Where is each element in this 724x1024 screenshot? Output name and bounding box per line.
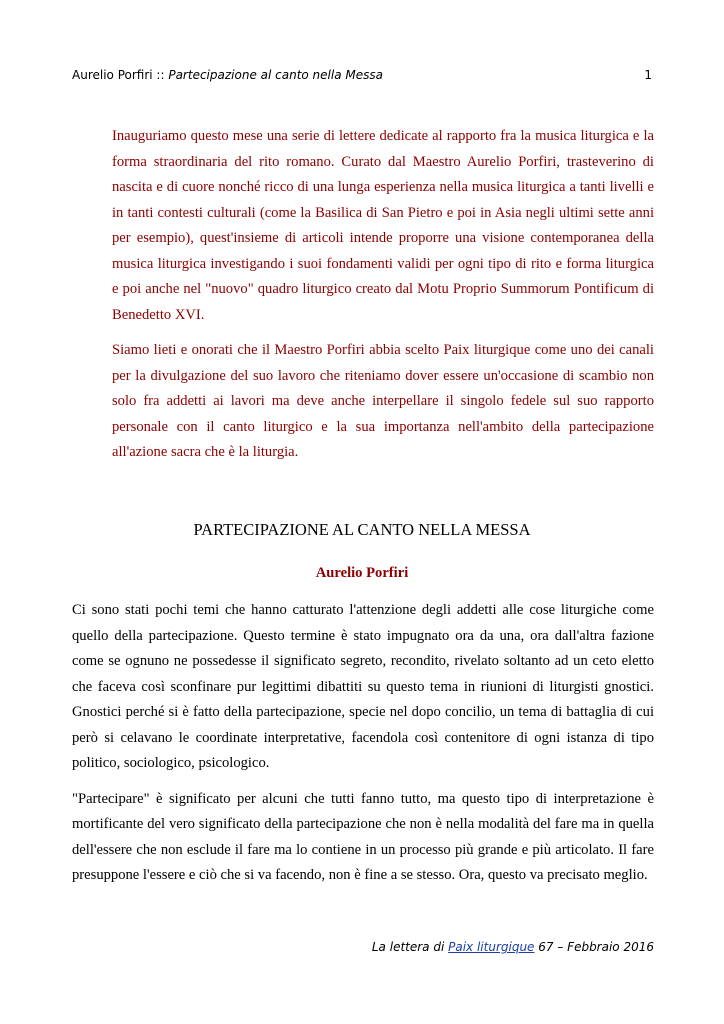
paix-liturgique-link[interactable]: Paix liturgique xyxy=(448,940,535,954)
page-footer xyxy=(372,938,654,956)
header-text xyxy=(72,66,383,84)
page-header xyxy=(72,66,652,84)
header-title: Partecipazione al canto nella Messa xyxy=(168,68,383,82)
header-author: Aurelio Porfiri :: xyxy=(72,68,165,82)
intro-section xyxy=(112,124,654,476)
intro-paragraph: Inauguriamo questo mese una serie di lettere dedicate al rapporto fra la musica liturgica e la forma straordinaria del rito romano. Curato dal Maestro Aurelio Porfiri, trasteverino di nascita e di cuore nonché ricco di una lunga esperienza nella musica liturgica a tanti livelli e in tanti contesti culturali (come la Basilica di San Pietro e poi in Asia negli ultimi sette anni per esempio), quest'insieme di articoli intende proporre una visione contemporanea della musica liturgica investigando i suoi fondamenti validi per ogni tipo di rito e forma liturgica e poi anche nel "nuovo" quadro liturgico creato dal Motu Proprio Summorum Pontificum di Benedetto XVI. xyxy=(112,128,654,323)
intro-paragraph: Siamo lieti e onorati che il Maestro Porfiri abbia scelto Paix liturgique come uno dei canali per la divulgazione del suo lavoro che riteniamo dover essere un'occasione di scambio non solo fra addetti ai lavori ma deve anche interpellare il singolo fedele sul suo rapporto personale con il canto liturgico e la sua importanza nell'ambito della partecipazione all'azione sacra che è la liturgia. xyxy=(112,342,654,460)
footer-prefix: La lettera di xyxy=(371,940,445,954)
body-paragraph: Ci sono stati pochi temi che hanno catturato l'attenzione degli addetti alle cose liturgiche come quello della partecipazione. Questo termine è stato impugnato ora da una, ora dall'altra fazione come se ognuno ne possedesse il significato segreto, recondito, rivelato soltanto ad un ceto eletto che faceva così sconfinare pur legittimi dibattiti su questo tema in riunioni di liturgisti gnostici. Gnostici perché si è fatto della partecipazione, specie nel dopo concilio, un tema di battaglia di cui però si celavano le coordinate interpretative, facendola così contenitore di ogni istanza di tipo politico, sociologico, psicologico. xyxy=(72,602,654,771)
footer-suffix: 67 – Febbraio 2016 xyxy=(538,940,654,954)
body-paragraph: "Partecipare" è significato per alcuni che tutti fanno tutto, ma questo tipo di interpretazione è mortificante del vero significato della partecipazione che non è nella modalità del fare ma in quella dell'essere che non esclude il fare ma lo contiene in un processo più grande e più articolato. Il fare presuppone l'essere e ciò che si va facendo, non è fine a se stesso. Ora, questo va precisato meglio. xyxy=(72,790,654,883)
article-title: PARTECIPAZIONE AL CANTO NELLA MESSA xyxy=(193,520,531,539)
article-author: Aurelio Porfiri xyxy=(315,565,409,581)
article-body xyxy=(72,598,654,899)
page-number: 1 xyxy=(644,68,652,82)
